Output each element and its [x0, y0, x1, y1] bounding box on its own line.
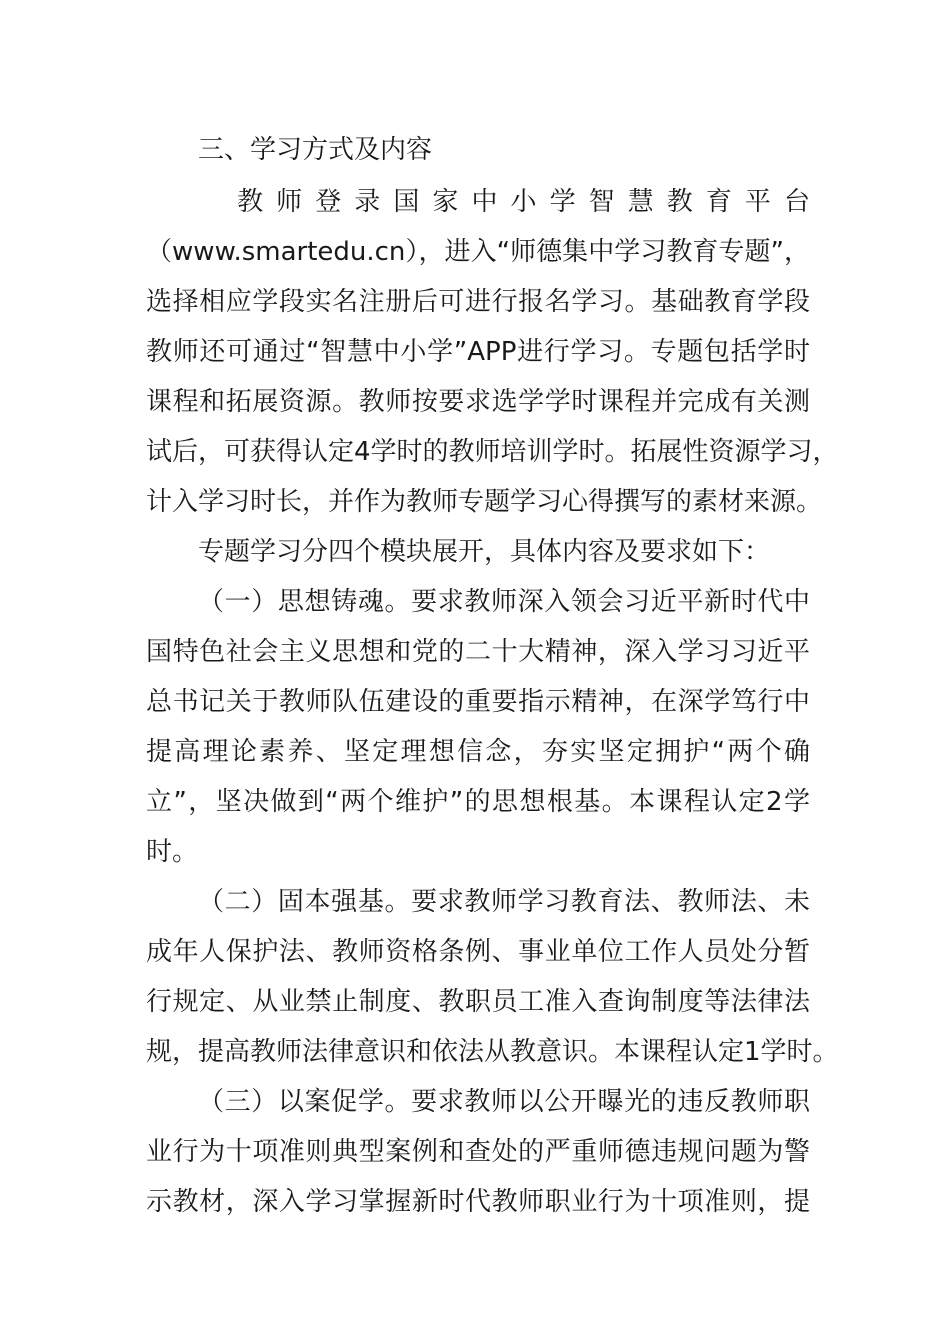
paragraph-line: 提高理论素养、坚定理想信念，夯实坚定拥护“两个确 [146, 737, 810, 767]
paragraph-line: 教师还可通过“智慧中小学”APP进行学习。专题包括学时 [146, 337, 810, 367]
paragraph-line: 课程和拓展资源。教师按要求选学学时课程并完成有关测 [146, 387, 810, 417]
paragraph-line: 示教材，深入学习掌握新时代教师职业行为十项准则，提 [146, 1187, 810, 1217]
paragraph-line: （二）固本强基。要求教师学习教育法、教师法、未 [198, 887, 810, 917]
paragraph-line: 选择相应学段实名注册后可进行报名学习。基础教育学段 [146, 287, 810, 317]
paragraph-line: 成年人保护法、教师资格条例、事业单位工作人员处分暂 [146, 937, 810, 967]
paragraph-line: 业行为十项准则典型案例和查处的严重师德违规问题为警 [146, 1137, 810, 1167]
paragraph-line: 计入学习时长，并作为教师专题学习心得撰写的素材来源。 [146, 487, 823, 517]
paragraph-line: 专题学习分四个模块展开，具体内容及要求如下： [198, 537, 771, 567]
paragraph-line: 立”，坚决做到“两个维护”的思想根基。本课程认定2学 [146, 787, 810, 817]
paragraph-line: 总书记关于教师队伍建设的重要指示精神，在深学笃行中 [146, 687, 810, 717]
paragraph-line: 试后，可获得认定4学时的教师培训学时。拓展性资源学习， [146, 437, 839, 467]
paragraph-line: （三）以案促学。要求教师以公开曝光的违反教师职 [198, 1087, 810, 1117]
paragraph-line: （www.smartedu.cn），进入“师德集中学习教育专题”， [146, 237, 810, 267]
paragraph-line: 规，提高教师法律意识和依法从教意识。本课程认定1学时。 [146, 1037, 839, 1067]
paragraph-line: 教师登录国家中小学智慧教育平台 [198, 187, 810, 217]
section-heading: 三、学习方式及内容 [198, 135, 433, 165]
paragraph-line: 国特色社会主义思想和党的二十大精神，深入学习习近平 [146, 637, 810, 667]
paragraph-line: （一）思想铸魂。要求教师深入领会习近平新时代中 [198, 587, 810, 617]
paragraph-line: 时。 [146, 837, 199, 867]
paragraph-line: 行规定、从业禁止制度、教职员工准入查询制度等法律法 [146, 987, 810, 1017]
